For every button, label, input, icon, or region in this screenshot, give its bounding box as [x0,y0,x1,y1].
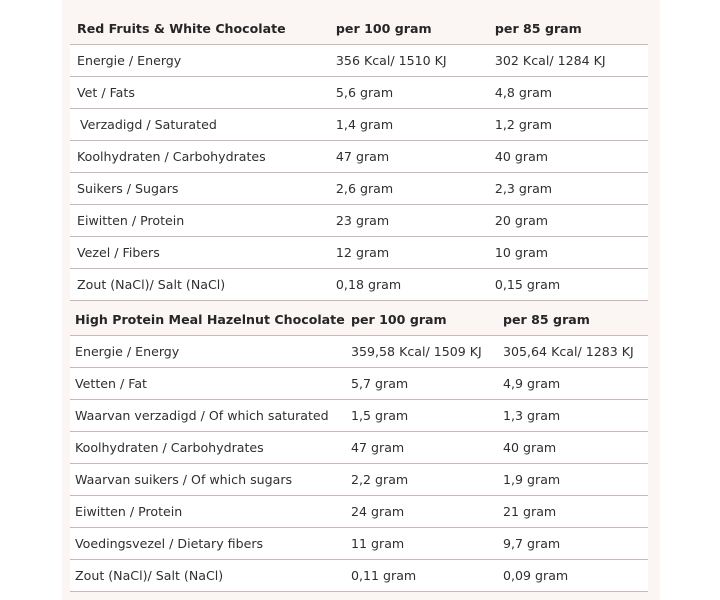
table-row [70,528,648,560]
value-per-100: 12 gram [336,237,495,269]
nutrient-label: Energie / Energy [70,45,336,77]
table-header-row [70,304,648,336]
table-row [70,560,648,592]
value-per-85: 302 Kcal/ 1284 KJ [495,45,648,77]
table-row [70,109,648,141]
table-row [70,237,648,269]
value-per-85: 1,2 gram [495,109,648,141]
value-per-100: 47 gram [351,432,503,464]
value-per-100: 47 gram [336,141,495,173]
value-per-85: 1,9 gram [503,464,648,496]
table-row [70,368,648,400]
nutrient-label: Eiwitten / Protein [70,205,336,237]
per-100-gram-header: per 100 gram [351,304,503,336]
value-per-85: 20 gram [495,205,648,237]
value-per-100: 0,18 gram [336,269,495,301]
value-per-85: 4,9 gram [503,368,648,400]
value-per-85: 40 gram [503,432,648,464]
value-per-85: 2,3 gram [495,173,648,205]
nutrient-label: Vezel / Fibers [70,237,336,269]
nutrient-label: Verzadigd / Saturated [70,109,336,141]
nutrition-table-red-fruits [70,13,648,301]
value-per-85: 21 gram [503,496,648,528]
nutrient-label: Zout (NaCl)/ Salt (NaCl) [70,560,351,592]
value-per-85: 10 gram [495,237,648,269]
value-per-100: 1,4 gram [336,109,495,141]
value-per-85: 305,64 Kcal/ 1283 KJ [503,336,648,368]
table-row [70,496,648,528]
nutrition-table-hazelnut [70,304,648,592]
value-per-100: 5,6 gram [336,77,495,109]
nutrient-label: Suikers / Sugars [70,173,336,205]
value-per-100: 24 gram [351,496,503,528]
nutrient-label: Vetten / Fat [70,368,351,400]
value-per-85: 1,3 gram [503,400,648,432]
value-per-100: 5,7 gram [351,368,503,400]
nutrient-label: Energie / Energy [70,336,351,368]
value-per-85: 0,09 gram [503,560,648,592]
table-row [70,141,648,173]
per-85-gram-header: per 85 gram [495,13,648,45]
value-per-100: 2,2 gram [351,464,503,496]
nutrient-label: Vet / Fats [70,77,336,109]
nutrient-label: Waarvan verzadigd / Of which saturated [70,400,351,432]
per-85-gram-header: per 85 gram [503,304,648,336]
table-row [70,269,648,301]
table-row [70,336,648,368]
value-per-100: 2,6 gram [336,173,495,205]
value-per-85: 9,7 gram [503,528,648,560]
value-per-100: 356 Kcal/ 1510 KJ [336,45,495,77]
value-per-85: 4,8 gram [495,77,648,109]
value-per-100: 359,58 Kcal/ 1509 KJ [351,336,503,368]
nutrient-label: Koolhydraten / Carbohydrates [70,432,351,464]
nutrient-label: Eiwitten / Protein [70,496,351,528]
table-row [70,45,648,77]
value-per-100: 1,5 gram [351,400,503,432]
table-header-row [70,13,648,45]
value-per-100: 0,11 gram [351,560,503,592]
nutrient-label: Zout (NaCl)/ Salt (NaCl) [70,269,336,301]
nutrient-label: Voedingsvezel / Dietary fibers [70,528,351,560]
value-per-85: 0,15 gram [495,269,648,301]
product-name-header: High Protein Meal Hazelnut Chocolate [70,304,351,336]
value-per-100: 23 gram [336,205,495,237]
nutrient-label: Waarvan suikers / Of which sugars [70,464,351,496]
value-per-100: 11 gram [351,528,503,560]
nutrient-label: Koolhydraten / Carbohydrates [70,141,336,173]
table-row [70,205,648,237]
table-row [70,173,648,205]
table-row [70,77,648,109]
table-row [70,400,648,432]
table-row [70,464,648,496]
product-name-header: Red Fruits & White Chocolate [70,13,336,45]
table-row [70,432,648,464]
value-per-85: 40 gram [495,141,648,173]
per-100-gram-header: per 100 gram [336,13,495,45]
